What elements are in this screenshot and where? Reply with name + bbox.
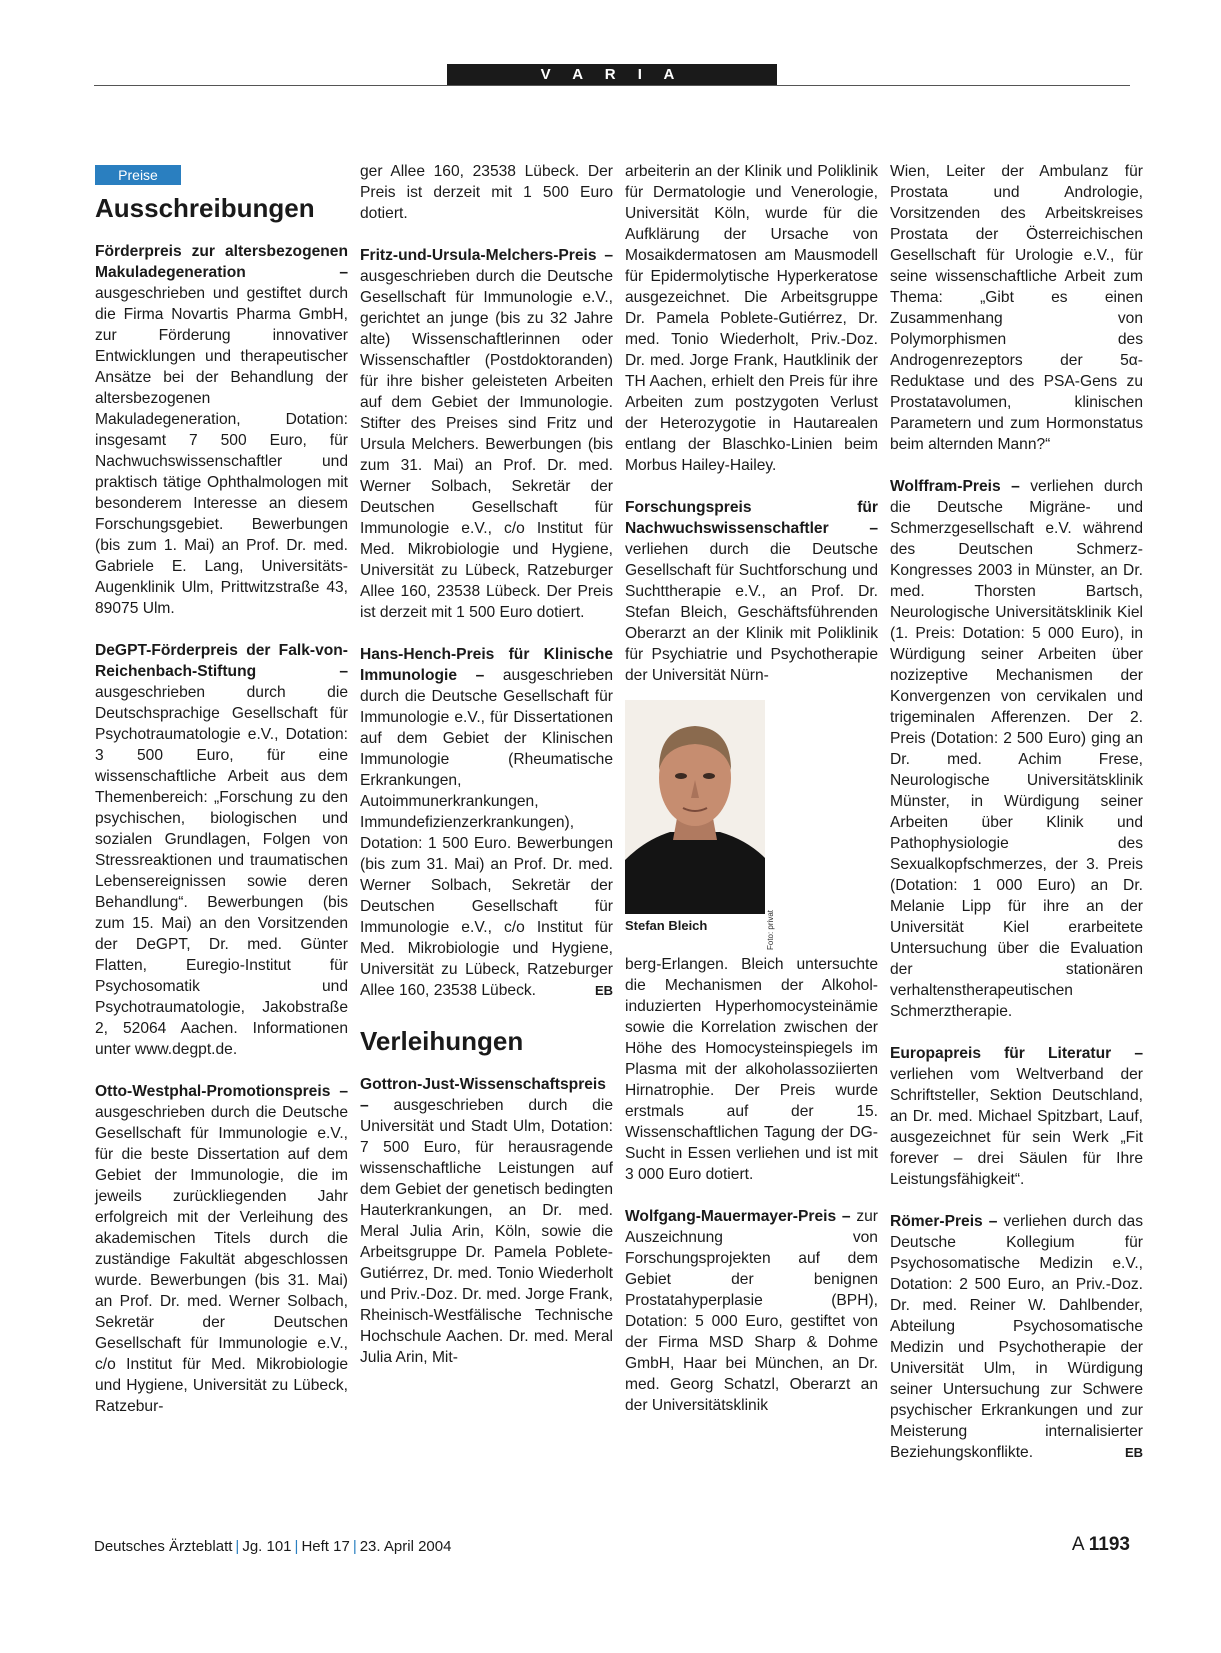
footer-separator: | [235,1538,240,1555]
prize-text: ausgeschrieben und gestiftet durch die Firma Novartis Pharma GmbH, zur Förderung innovativer Entwicklungen und therapeutischer Ansätze bei der Behandlung der altersbezogenen Makuladegeneration, Dotation: insgesamt 7 500 Euro, für Nachwuchswissenschaftler und praktisch tätige Ophthalmologen mit besonderem Interesse an diesem Forschungsgebiet. Bewerbungen (bis zum 1. Mai) an Prof. Dr. med. Gabriele E. Lang, Universitäts-Augenklinik Ulm, Prittwitzstraße 43, 89075 Ulm. [95,285,348,617]
journal-issue: Heft 17 [301,1538,350,1555]
author-initials: EB [594,983,613,998]
article-paragraph [95,1081,348,1417]
article-paragraph: Wien, Leiter der Ambulanz für Prostata und Andrologie, Vorsitzenden des Arbeitskreises Prostata der Österreichischen Gesellschaft für Urologie e.V., für seine wissenschaftliche Arbeit zum Thema: „Gibt es einen Zusammenhang von Polymorphismen des Androgenrezeptors der 5α-Reduktase und des PSA-Gens zu Prostatavolumen, klinischen Parametern und zum Hormonstatus beim alternden Mann?“ [890,163,1143,453]
heading-verleihungen: Verleihungen [360,1026,524,1056]
prize-title: Europapreis für Literatur – [890,1045,1143,1062]
page-prefix: A [1071,1534,1084,1555]
column-3 [625,161,878,1437]
journal-date: 23. April 2004 [359,1538,452,1555]
section-band: V A R I A [447,64,777,85]
journal-volume: Jg. 101 [242,1538,292,1555]
page-number-value: 1193 [1088,1534,1130,1555]
article-paragraph [625,497,878,686]
photo-caption: Stefan Bleich [625,918,708,933]
prize-title: Wolfgang-Mauermayer-Preis – [625,1208,851,1225]
prize-title: Gottron-Just-Wissenschaftspreis – [360,1076,606,1114]
portrait-image [625,700,765,914]
photo-credit: Foto: privat [766,910,775,951]
author-initials: EB [1124,1445,1143,1460]
prize-title: Hans-Hench-Preis für Klinische Immunologie – [360,646,613,684]
top-rule [94,85,1130,86]
article-paragraph [890,1211,1143,1463]
article-paragraph [360,644,613,1001]
article-paragraph [625,1206,878,1416]
heading-ausschreibungen: Ausschreibungen [95,193,315,223]
article-paragraph [95,241,348,619]
prize-title: Otto-Westphal-Promotionspreis – [95,1083,348,1100]
footer-separator: | [352,1538,357,1555]
prize-title: Wolffram-Preis – [890,478,1020,495]
journal-name: Deutsches Ärzteblatt [94,1538,233,1555]
category-tag: Preise [95,165,181,185]
prize-text: ausgeschrieben durch die Deutsche Gesellschaft für Immunologie e.V., für Dissertationen auf dem Gebiet der Klinischen Immunologie (Rheumatische Erkrankungen, Autoimmunerkrankungen, Immundefizienzerkrankungen), Dotation: 1 500 Euro. Bewerbungen (bis zum 31. Mai) an Prof. Dr. med. Werner Solbach, Sekretär der Deutschen Gesellschaft für Immunologie e.V., c/o Institut für Med. Mikrobiologie und Hygiene, Universität zu Lübeck, Ratzeburger Allee 160, 23538 Lübeck. [360,667,613,999]
prize-title: Römer-Preis – [890,1213,998,1230]
prize-text: ausgeschrieben durch die Deutsche Gesellschaft für Immunologie e.V., gerichtet an junge (bis zu 32 Jahre alte) Wissenschaftlerinnen oder Wissenschaftler (Postdoktoranden) für ihre bisher geleisteten Arbeiten auf dem Gebiet der Immunologie. Stifter des Preises sind Fritz und Ursula Melchers. Bewerbungen (bis zum 31. Mai) an Prof. Dr. med. Werner Solbach, Sekretär der Deutschen Gesellschaft für Immunologie e.V., c/o Institut für Med. Mikrobiologie und Hygiene, Universität zu Lübeck, Ratzeburger Allee 160, 23538 Lübeck. Der Preis ist derzeit mit 1 500 Euro dotiert. [360,268,613,621]
prize-text: ausgeschrieben durch die Universität und Stadt Ulm, Dotation: 7 500 Euro, für herausragende wissenschaftliche Leistungen auf dem Gebiet der genetisch bedingten Hauterkrankungen, an Dr. med. Meral Julia Arin, Köln, sowie die Arbeitsgruppe Dr. Pamela Poblete-Gutiérrez, Dr. med. Tonio Wiederholt und Priv.-Doz. Dr. med. Jorge Frank, Rheinisch-Westfälische Technische Hochschule Aachen. Dr. med. Meral Julia Arin, Mit- [360,1097,613,1366]
prize-title: DeGPT-Förderpreis der Falk-von-Reichenbach-Stiftung – [95,642,348,680]
article-paragraph: arbeiterin an der Klinik und Poliklinik für Dermatologie und Venerologie, Universität Köln, wurde für die Aufklärung der Ursache von Mosaikdermatosen am Mausmodell für Epidermolytische Hyperkeratose ausgezeichnet. Die Arbeitsgruppe Dr. Pamela Poblete-Gutiérrez, Dr. med. Tonio Wiederholt, Priv.-Doz. Dr. med. Jorge Frank, Hautklinik der TH Aachen, erhielt den Preis für ihre Arbeiten zum postzygoten Verlust der Heterozygotie in Hautarealen entlang der Blaschko-Linien beim Morbus Hailey-Hailey. [625,163,878,474]
prize-title: Forschungspreis für Nachwuchswissenschaftler – [625,499,878,537]
column-2 [360,161,613,1389]
page-footer [94,1537,451,1557]
article-paragraph [360,245,613,623]
page-number [1072,1533,1130,1557]
article-paragraph: ger Allee 160, 23538 Lübeck. Der Preis ist derzeit mit 1 500 Euro dotiert. [360,163,613,222]
article-paragraph [890,476,1143,1022]
column-4 [890,161,1143,1484]
prize-text: verliehen durch die Deutsche Gesellschaft für Suchtforschung und Suchttherapie e.V., an Prof. Dr. Stefan Bleich, Geschäftsführenden Oberarzt an der Klinik mit Poliklinik für Psychiatrie und Psychotherapie der Universität Nürn- [625,541,878,684]
prize-text: ausgeschrieben durch die Deutschsprachige Gesellschaft für Psychotraumatologie e.V., Dotation: 3 500 Euro, für eine wissenschaftliche Arbeit aus dem Themenbereich: „Forschung zu den psychischen, biologischen und sozialen Grundlagen, Folgen von Stressreaktionen und traumatischen Lebensereignissen sowie deren Behandlung“. Bewerbungen (bis zum 15. Mai) an den Vorsitzenden der DeGPT, Dr. med. Günter Flatten, Euregio-Institut für Psychosomatik und Psychotraumatologie, Jakobstraße 2, 52064 Aachen. Informationen unter www.degpt.de. [95,684,348,1058]
prize-text: verliehen durch die Deutsche Migräne- und Schmerzgesellschaft e.V. während des Deutschen Schmerz-Kongresses 2003 in Münster, an Dr. med. Thorsten Bartsch, Neurologische Universitätsklinik Kiel (1. Preis: Dotation: 5 000 Euro), in Würdigung seiner Arbeiten über nozizeptive Mechanismen der Konvergenzen von cervikalen und trigeminalen Afferenzen. Der 2. Preis (Dotation: 2 500 Euro) ging an Dr. med. Achim Frese, Neurologische Universitätsklinik Münster, in Würdigung seiner Arbeiten über Klinik und Pathophysiologie des Sexualkopfschmerzes, der 3. Preis (Dotation: 1 000 Euro) an Dr. Melanie Lipp für ihre an der Universität Kiel erarbeitete Untersuchung über die Evaluation der stationären verhaltenstherapeutischen Schmerztherapie. [890,478,1143,1020]
article-paragraph [95,640,348,1060]
prize-text: verliehen vom Weltverband der Schriftsteller, Sektion Deutschland, an Dr. med. Michael Spitzbart, Lauf, ausgezeichnet für sein Werk „Fit forever – drei Säulen für Ihre Leistungsfähigkeit“. [890,1066,1143,1188]
article-paragraph [890,1043,1143,1190]
footer-separator: | [294,1538,299,1555]
article-paragraph [360,1074,613,1368]
prize-title: Förderpreis zur altersbezogenen Makuladegeneration – [95,243,348,281]
prize-text: verliehen durch das Deutsche Kollegium für Psychosomatische Medizin e.V., Dotation: 2 500 Euro, an Priv.-Doz. Dr. med. Reiner W. Dahlbender, Abteilung Psychosomatische Medizin und Psychotherapie der Universität Ulm, in Würdigung seiner Untersuchung zur Schwere psychischer Erkrankungen und zur Meisterung internalisierter Beziehungskonflikte. [890,1213,1143,1461]
prize-text: zur Auszeichnung von Forschungsprojekten auf dem Gebiet der benignen Prostatahyperplasie (BPH), Dotation: 5 000 Euro, gestiftet von der Firma MSD Sharp & Dohme GmbH, Haar bei München, an Dr. med. Georg Schatzl, Oberarzt an der Universitätsklinik [625,1208,878,1414]
prize-title: Fritz-und-Ursula-Melchers-Preis – [360,247,613,264]
article-paragraph: berg-Erlangen. Bleich untersuchte die Mechanismen der Alkohol-induzierten Hyperhomocysteinämie sowie die Korrelation zwischen der Höhe des Homocysteinspiegels im Plasma mit der alkoholassoziierten Hirnatrophie. Der Preis wurde erstmals auf der 15. Wissenschaftlichen Tagung der DG-Sucht in Essen verliehen und ist mit 3 000 Euro dotiert. [625,956,878,1183]
column-1 [95,161,348,1438]
prize-text: ausgeschrieben durch die Deutsche Gesellschaft für Immunologie e.V., für die beste Dissertation auf dem Gebiet der Immunologie, die im jeweils zurückliegenden Jahr erfolgreich mit der Verleihung des akademischen Titels durch die zuständige Fakultät abgeschlossen wurde. Bewerbungen (bis 31. Mai) an Prof. Dr. med. Werner Solbach, Sekretär der Deutschen Gesellschaft für Immunologie e.V., c/o Institut für Med. Mikrobiologie und Hygiene, Universität zu Lübeck, Ratzebur- [95,1104,348,1415]
